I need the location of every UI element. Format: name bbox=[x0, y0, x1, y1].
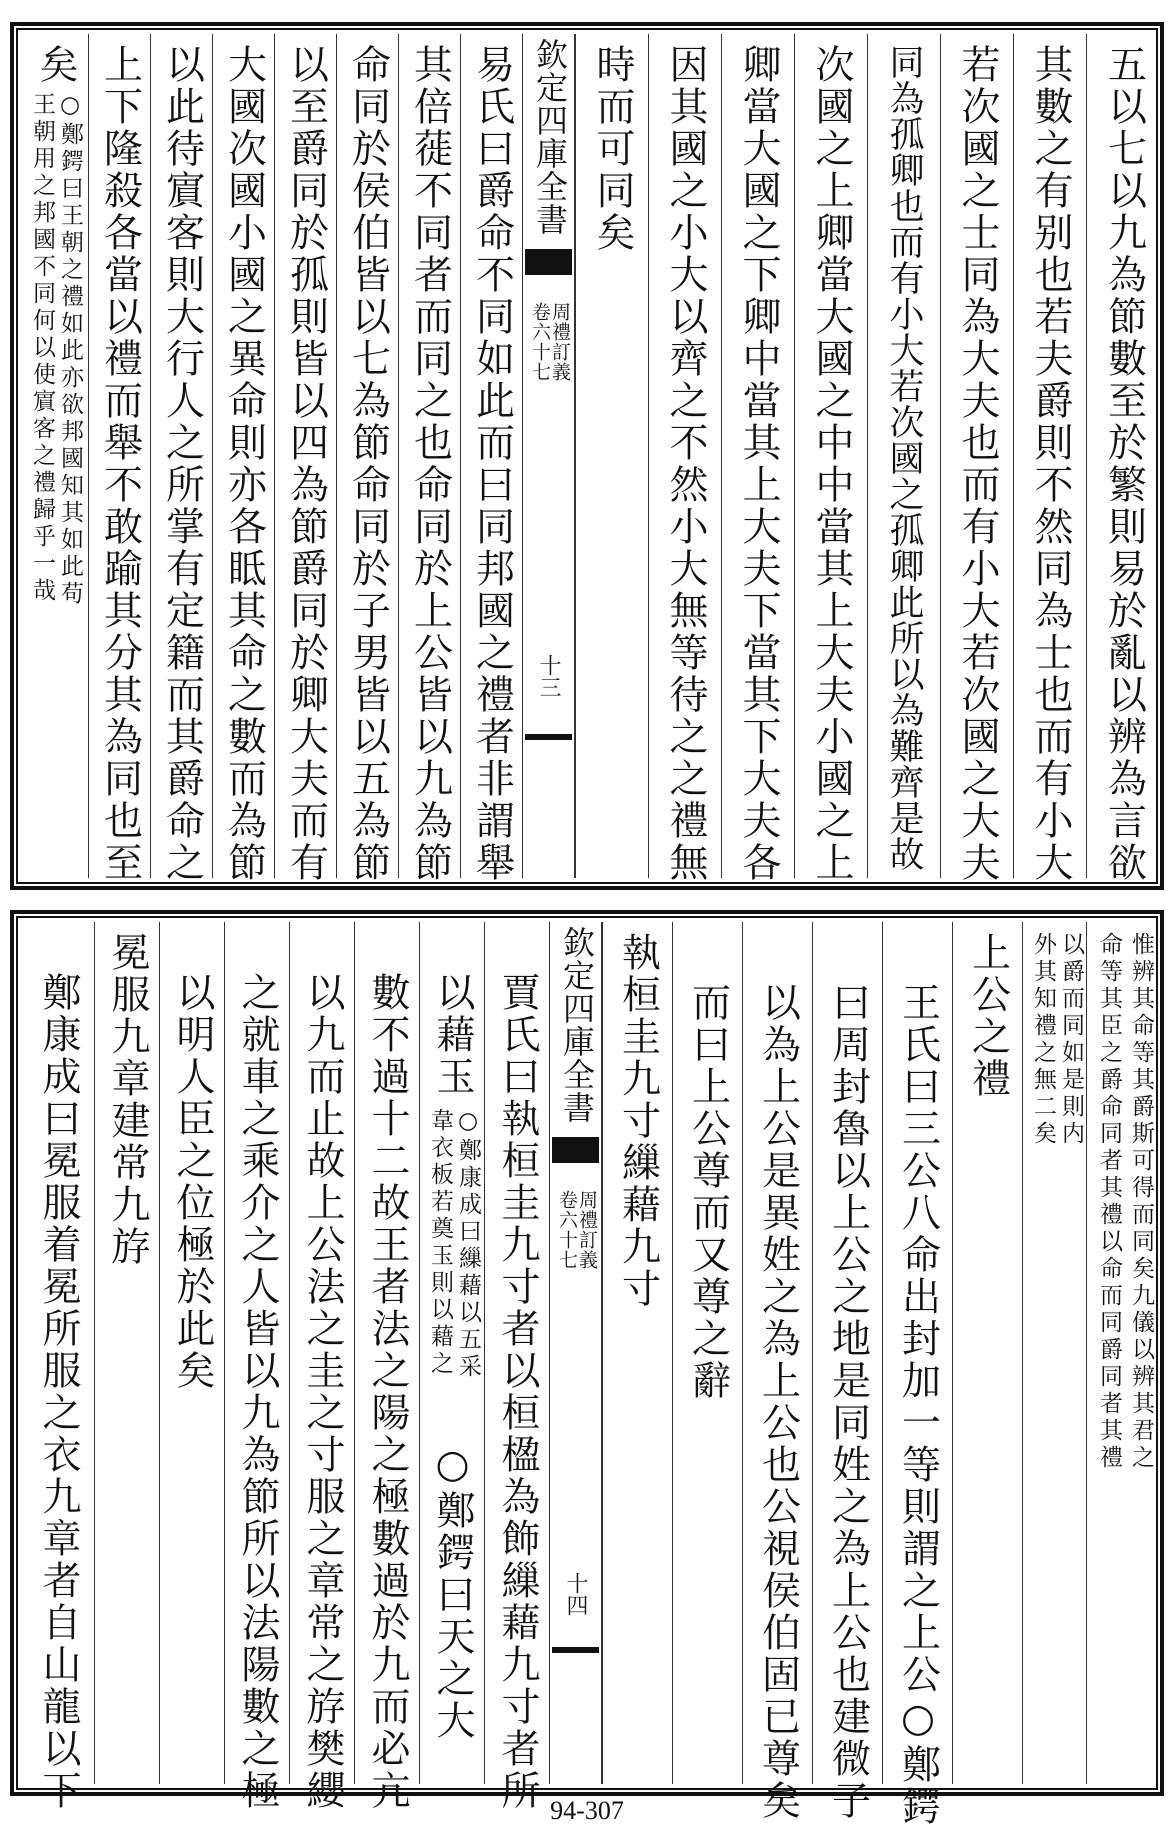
lower-mark bbox=[525, 734, 572, 740]
text-column bbox=[336, 34, 398, 884]
column-text: 以至爵同於孤則皆以四為節爵同於卿大夫而有 bbox=[283, 44, 329, 884]
commentary-left: 外其知禮之無二矣 bbox=[1030, 932, 1056, 1148]
text-column bbox=[1086, 34, 1160, 884]
column-text: 執桓圭九寸繅藉九寸 bbox=[615, 932, 661, 1310]
column-text: 曰周封魯以上公之地是同姓之為上公也建微子 bbox=[825, 982, 871, 1822]
commentary-right: 惟辨其命等其爵斯可得而同矣九儀以辨其君之 bbox=[1128, 932, 1154, 1472]
text-column bbox=[1013, 34, 1086, 884]
column-text: 其數之有别也若夫爵則不然同為士也而有小大 bbox=[1028, 44, 1073, 884]
text-column bbox=[398, 34, 460, 884]
column-text: 之就車之乘介之人皆以九為節所以法陽數之極 bbox=[235, 972, 280, 1812]
commentary-right: 以爵而同如是則内 bbox=[1058, 932, 1084, 1148]
text-column bbox=[812, 922, 882, 1822]
page-footer-label: 94-307 bbox=[550, 1796, 624, 1825]
column-text: 以此待賔客則大行人之所掌有定籍而其爵命之 bbox=[159, 44, 205, 884]
center-gutter bbox=[549, 922, 602, 1784]
column-text: 次國之上卿當大國之中中當其上大夫小國之上 bbox=[809, 44, 854, 884]
text-column bbox=[952, 922, 1022, 1784]
commentary-left: 韋衣板若奠玉則以藉之 bbox=[427, 1108, 453, 1378]
commentary-left: 命等其臣之爵命同者其禮以命而同爵同者其禮 bbox=[1096, 932, 1122, 1472]
text-column bbox=[212, 34, 274, 884]
column-text: 鄭康成曰冕服着冕所服之衣九章者自山龍以下 bbox=[36, 972, 81, 1812]
volume-label: 卷六十七 bbox=[529, 302, 551, 382]
column-text: 上公之禮 bbox=[965, 932, 1011, 1100]
text-column bbox=[224, 922, 289, 1812]
text-column bbox=[159, 922, 224, 1784]
page-number: 十四 bbox=[563, 1572, 588, 1616]
column-text: 上下隆殺各當以禮而舉不敢踰其分其為同也至 bbox=[97, 44, 143, 884]
column-text: 大國次國小國之異命則亦各眡其命之數而為節 bbox=[221, 44, 267, 884]
text-column bbox=[22, 922, 94, 1812]
text-column bbox=[940, 34, 1013, 884]
text-column bbox=[672, 922, 742, 1784]
book-title: 欽定四庫全書 bbox=[531, 38, 569, 236]
text-column bbox=[648, 34, 721, 884]
book-title: 欽定四庫全書 bbox=[558, 926, 596, 1124]
text-column bbox=[575, 34, 648, 878]
text-column bbox=[721, 34, 794, 884]
column-text: 而曰上公尊而又尊之辭 bbox=[685, 982, 731, 1402]
text-column bbox=[602, 922, 672, 1784]
text-column bbox=[88, 34, 150, 884]
book-name: 周禮訂義 bbox=[576, 1190, 598, 1270]
fish-tail-mark bbox=[525, 249, 572, 275]
column-text: 以藉玉 bbox=[430, 972, 475, 1098]
text-column bbox=[150, 34, 212, 884]
lower-mark bbox=[552, 1647, 599, 1653]
center-gutter bbox=[522, 34, 575, 878]
text-column bbox=[419, 922, 484, 1784]
column-text: 命同於侯伯皆以七為節命同於子男皆以五為節 bbox=[345, 44, 391, 884]
column-text: 矣 bbox=[33, 44, 78, 86]
column-text: 因其國之小大以齊之不然小大無等待之之禮無 bbox=[663, 44, 708, 884]
column-text: 時而可同矣 bbox=[590, 44, 635, 254]
text-column bbox=[354, 922, 419, 1812]
top-page-body bbox=[22, 34, 1152, 884]
text-column bbox=[742, 922, 812, 1822]
column-text: 以九而止故上公法之圭之寸服之章常之斿樊纓 bbox=[300, 972, 345, 1812]
page-number: 十三 bbox=[536, 654, 561, 698]
column-text: 數不過十二故王者法之陽之極數過於九而必亢 bbox=[365, 972, 410, 1812]
column-text: 若次國之士同為大夫也而有小大若次國之大夫 bbox=[955, 44, 1000, 884]
column-text: 賈氏曰執桓圭九寸者以桓楹為飾繅藉九寸者所 bbox=[495, 972, 540, 1812]
book-name: 周禮訂義 bbox=[549, 302, 571, 382]
text-column bbox=[22, 34, 88, 878]
text-column bbox=[882, 922, 952, 1828]
text-column bbox=[484, 922, 549, 1812]
fish-tail-mark bbox=[552, 1137, 599, 1163]
column-text: 易氏曰爵命不同如此而曰同邦國之禮者非謂舉 bbox=[469, 44, 515, 884]
column-text: 卿當大國之下卿中當其上大夫下當其下大夫各 bbox=[736, 44, 781, 884]
text-column bbox=[1086, 922, 1160, 1784]
text-column bbox=[867, 34, 940, 878]
text-column bbox=[94, 922, 159, 1784]
commentary-right: ○鄭鍔曰王朝之禮如此亦欲邦國知其如此苟 bbox=[57, 92, 83, 608]
text-column bbox=[274, 34, 336, 884]
commentary-right: ○鄭康成曰繅藉以五采 bbox=[455, 1108, 481, 1381]
column-text: 以明人臣之位極於此矣 bbox=[170, 972, 215, 1392]
column-text: 同為孤卿也而有小大若次國之孤卿此所以為難齊是故 bbox=[884, 44, 924, 872]
volume-label: 卷六十七 bbox=[556, 1190, 578, 1270]
commentary-left: 王朝用之邦國不同何以使賔客之禮歸乎一哉 bbox=[29, 92, 55, 605]
top-page bbox=[10, 22, 1164, 890]
column-text: 五以七以九為節數至於繁則易於亂以辨為言欲 bbox=[1101, 44, 1147, 884]
column-text: 冕服九章建常九斿 bbox=[105, 932, 150, 1268]
text-column bbox=[460, 34, 522, 884]
column-text: 其倍蓰不同者而同之也命同於上公皆以九為節 bbox=[407, 44, 453, 884]
column-text: ○鄭鍔曰天之大 bbox=[430, 1442, 475, 1742]
text-column bbox=[794, 34, 867, 884]
column-text: 王氏曰三公八命出封加一等則謂之上公○鄭鍔 bbox=[895, 982, 941, 1828]
text-column bbox=[289, 922, 354, 1812]
text-column bbox=[1022, 922, 1086, 1784]
column-text: 以為上公是異姓之為上公也公視侯伯固已尊矣 bbox=[755, 982, 801, 1822]
